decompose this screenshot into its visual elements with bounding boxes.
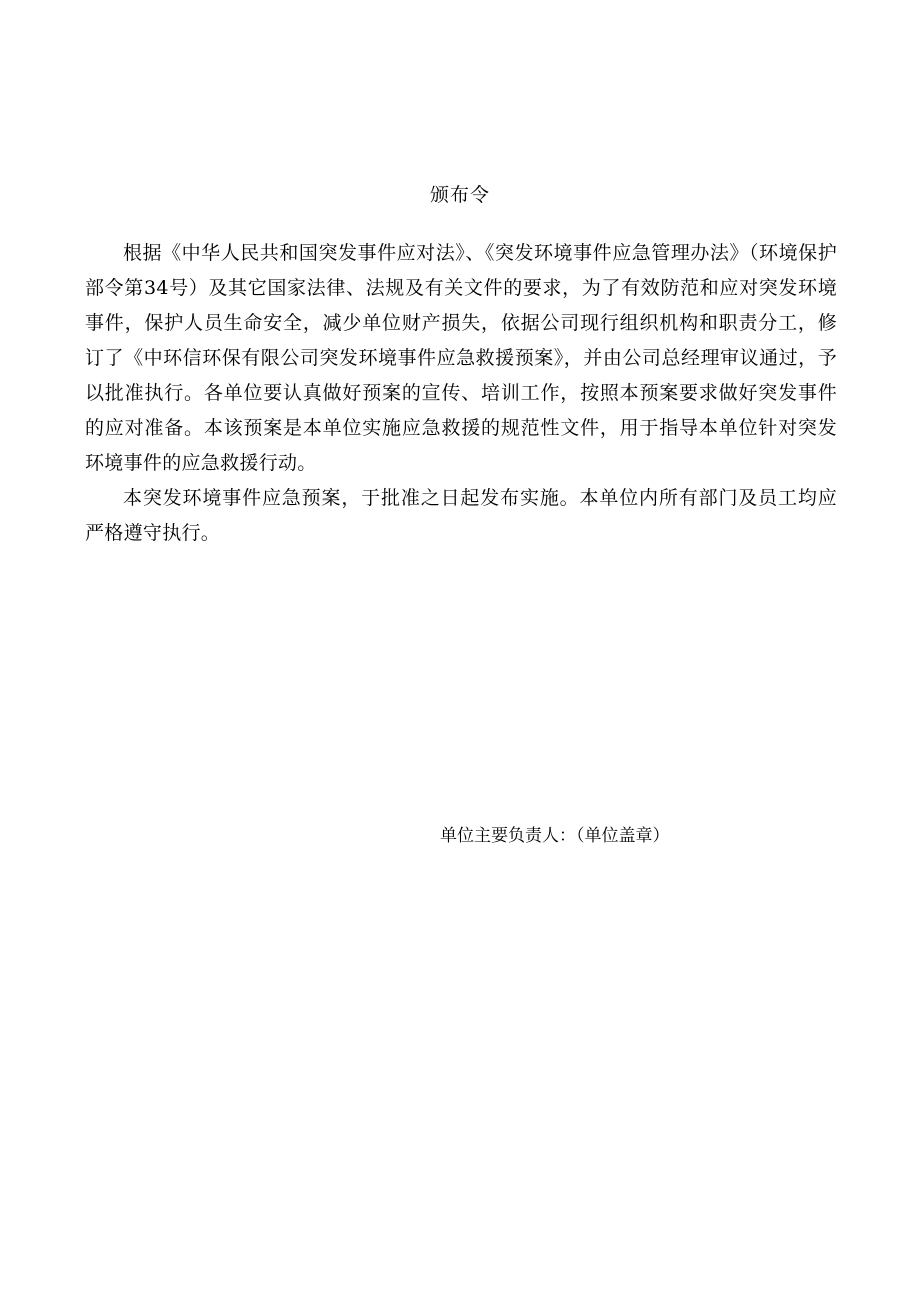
document-title: 颁布令: [429, 184, 490, 206]
paragraph-effective: 本突发环境事件应急预案，于批准之日起发布实施。本单位内所有部门及员工均应严格遵守执行。: [85, 487, 837, 544]
signature-line: 单位主要负责人：（单位盖章）: [440, 826, 670, 846]
paragraph-decree: 根据《中华人民共和国突发事件应对法》、《突发环境事件应急管理办法》（环境保护部令第34号）及其它国家法律、法规及有关文件的要求，为了有效防范和应对突发环境事件，保护人员生命安全，减少单位财产损失，依据公司现行组织机构和职责分工，修订了《中环信环保有限公司突发环境事件应急救援预案》，并由公司总经理审议通过，予以批准执行。各单位要认真做好预案的宣传、培训工作，按照本预案要求做好突发事件的应对准备。本该预案是本单位实施应急救援的规范性文件，用于指导本单位针对突发环境事件的应急救援行动。: [85, 242, 837, 474]
document-body: [85, 236, 837, 551]
